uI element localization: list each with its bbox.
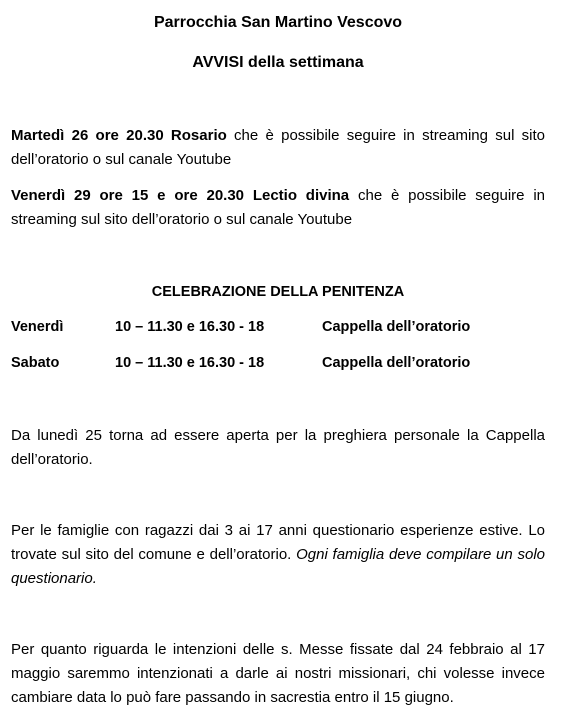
notice-rosary-text: che è possibile seguire in streaming sul sito dell’oratorio o sul canale Youtube — [11, 127, 545, 168]
penitence-day: Sabato — [11, 355, 60, 371]
notice-rosary-heading: Martedì 26 ore 20.30 Rosario — [11, 127, 227, 144]
penitence-place: Cappella dell’oratorio — [322, 355, 471, 371]
chapel-notice: Da lunedì 25 torna ad essere aperta per la preghiera personale la Cappella dell’oratorio. — [11, 427, 545, 468]
penitence-day: Venerdì — [11, 319, 64, 335]
penitence-time: 10 – 11.30 e 16.30 - 18 — [115, 319, 265, 335]
penitence-time: 10 – 11.30 e 16.30 - 18 — [115, 355, 265, 371]
penitence-place: Cappella dell’oratorio — [322, 319, 471, 335]
notice-lectio — [11, 184, 545, 232]
penitence-heading: CELEBRAZIONE DELLA PENITENZA — [151, 284, 405, 300]
survey-notice-text: Per le famiglie con ragazzi dai 3 ai 17 anni questionario esperienze estive. Lo trovate sul sito del comune e dell’oratorio. — [11, 522, 545, 563]
penitence-row — [11, 316, 545, 338]
notice-rosary — [11, 124, 545, 172]
notice-lectio-heading: Venerdì 29 ore 15 e ore 20.30 Lectio divina — [11, 187, 350, 204]
survey-notice-italic: Ogni famiglia deve compilare un solo questionario. — [11, 546, 545, 587]
parish-title: Parrocchia San Martino Vescovo — [153, 14, 403, 31]
page-subtitle: AVVISI della settimana — [192, 54, 364, 71]
notice-lectio-text: che è possibile seguire in streaming sul sito dell’oratorio o sul canale Youtube — [11, 187, 545, 228]
penitence-row — [11, 352, 545, 374]
survey-notice — [11, 519, 545, 591]
masses-notice: Per quanto riguarda le intenzioni delle s. Messe fissate dal 24 febbraio al 17 maggio saremmo intenzionati a darle ai nostri missionari, chi volesse invece cambiare data lo può fare passando in sacrestia entro il 15 giugno. — [11, 641, 545, 706]
